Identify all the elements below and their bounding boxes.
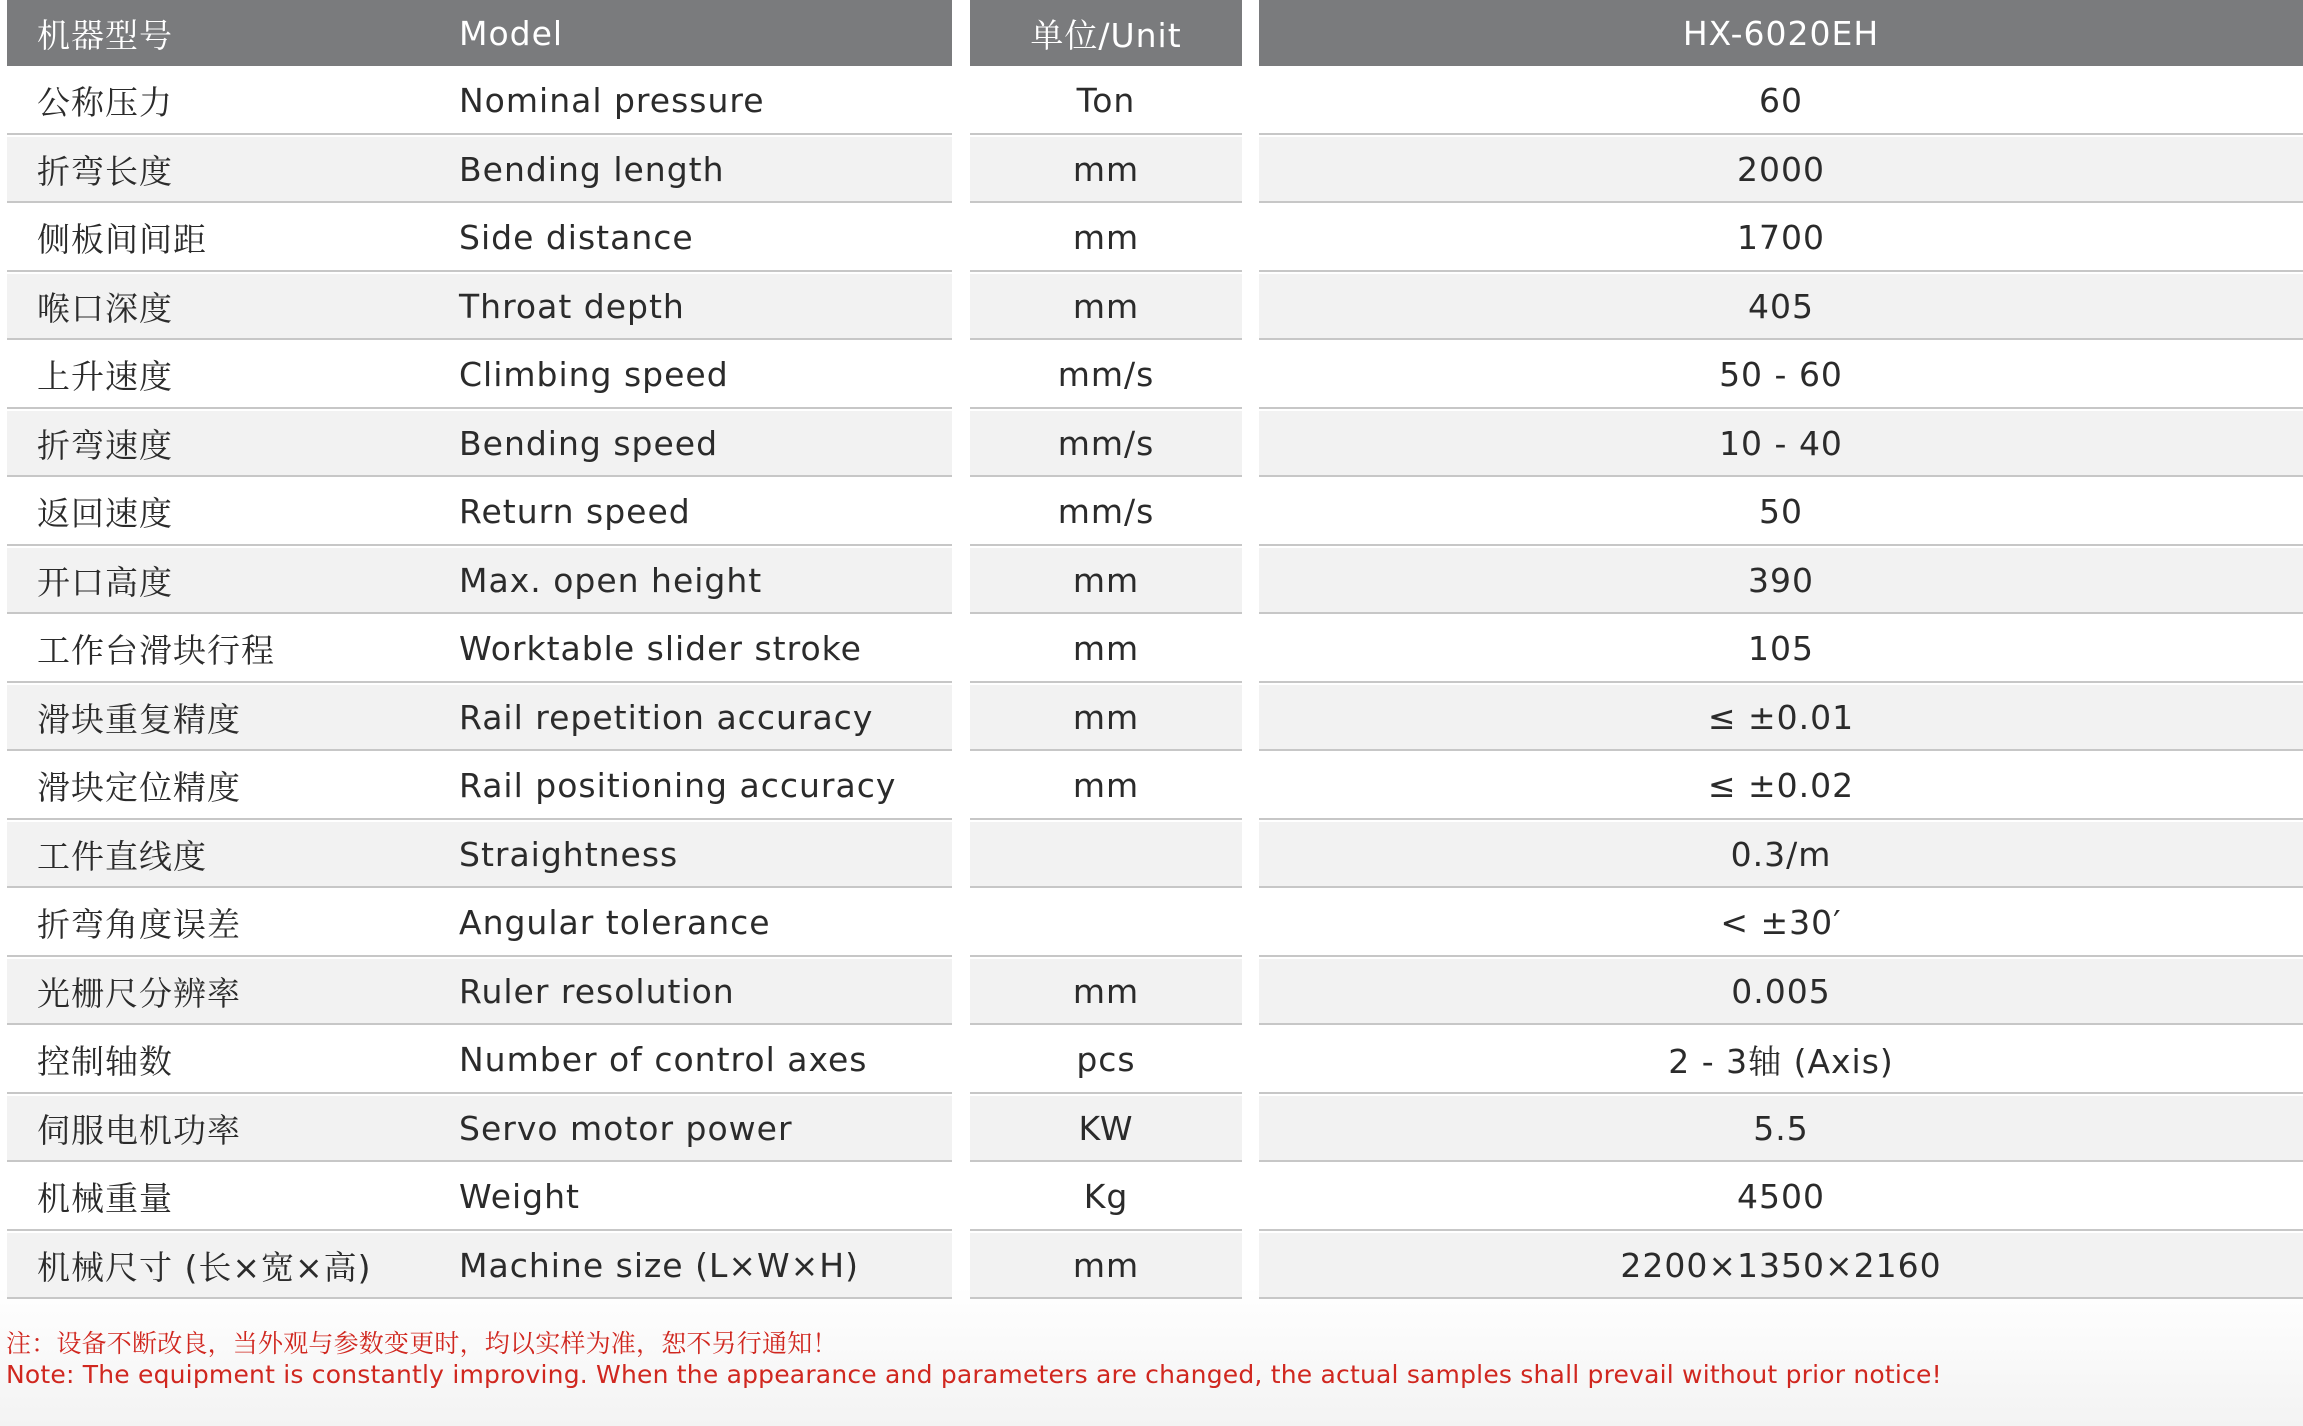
table-row [0,1165,2303,1234]
table-row [0,69,2303,138]
row-en-label: Climbing speed [430,343,952,409]
table-row [0,548,2303,617]
row-value: 405 [1259,274,2303,340]
row-cn-label: 公称压力 [7,69,430,135]
table-row [0,411,2303,480]
row-en-label: Servo motor power [430,1096,952,1162]
row-unit: pcs [970,1028,1242,1094]
row-value: 50 [1259,480,2303,546]
row-value: < ±30′ [1259,891,2303,957]
row-cn-label: 工件直线度 [7,822,430,888]
row-value: 105 [1259,617,2303,683]
row-unit: mm/s [970,480,1242,546]
table-header-row [0,0,2303,69]
row-en-label: Angular tolerance [430,891,952,957]
row-cn-label: 滑块重复精度 [7,685,430,751]
row-cn-label: 控制轴数 [7,1028,430,1094]
row-unit: mm [970,548,1242,614]
row-value: 2 - 3轴 (Axis) [1259,1028,2303,1094]
table-row [0,206,2303,275]
table-row [0,1233,2303,1302]
footnote-en: Note: The equipment is constantly improving. When the appearance and parameters are changed, the actual samples shall prevail without prior notice! [6,1360,1942,1389]
row-value: 1700 [1259,206,2303,272]
table-row [0,1096,2303,1165]
table-row [0,822,2303,891]
row-value: 390 [1259,548,2303,614]
table-row [0,891,2303,960]
table-body [0,69,2303,1302]
row-cn-label: 开口高度 [7,548,430,614]
row-en-label: Bending speed [430,411,952,477]
header-en-label: Model [430,0,952,66]
row-value: 4500 [1259,1165,2303,1231]
row-en-label: Return speed [430,480,952,546]
row-value: ≤ ±0.01 [1259,685,2303,751]
row-cn-label: 返回速度 [7,480,430,546]
row-cn-label: 光栅尺分辨率 [7,959,430,1025]
row-unit [970,822,1242,888]
row-unit: mm/s [970,343,1242,409]
header-model-label: HX-6020EH [1259,0,2303,66]
row-value: 10 - 40 [1259,411,2303,477]
row-value: 2200×1350×2160 [1259,1233,2303,1299]
table-row [0,617,2303,686]
table-row [0,274,2303,343]
row-unit: mm [970,754,1242,820]
row-unit: mm [970,1233,1242,1299]
footnote [6,1328,1942,1390]
row-cn-label: 侧板间间距 [7,206,430,272]
row-value: 50 - 60 [1259,343,2303,409]
row-en-label: Straightness [430,822,952,888]
row-cn-label: 折弯长度 [7,137,430,203]
table-row [0,137,2303,206]
row-en-label: Bending length [430,137,952,203]
row-en-label: Max. open height [430,548,952,614]
row-unit: mm [970,685,1242,751]
row-value: 5.5 [1259,1096,2303,1162]
header-unit-label: 单位/Unit [970,0,1242,66]
row-en-label: Side distance [430,206,952,272]
row-cn-label: 伺服电机功率 [7,1096,430,1162]
row-unit: mm [970,274,1242,340]
row-value: 60 [1259,69,2303,135]
row-unit: Kg [970,1165,1242,1231]
table-row [0,1028,2303,1097]
table-row [0,959,2303,1028]
row-cn-label: 喉口深度 [7,274,430,340]
table-row [0,480,2303,549]
table-row [0,685,2303,754]
row-en-label: Ruler resolution [430,959,952,1025]
row-cn-label: 机械尺寸 (长×宽×高) [7,1233,430,1299]
row-en-label: Number of control axes [430,1028,952,1094]
row-en-label: Machine size (L×W×H) [430,1233,952,1299]
row-unit: Ton [970,69,1242,135]
row-unit: mm [970,959,1242,1025]
row-value: ≤ ±0.02 [1259,754,2303,820]
row-value: 2000 [1259,137,2303,203]
row-unit: KW [970,1096,1242,1162]
row-unit [970,891,1242,957]
footnote-cn: 注：设备不断改良，当外观与参数变更时，均以实样为准，恕不另行通知！ [6,1329,838,1358]
row-en-label: Throat depth [430,274,952,340]
row-cn-label: 工作台滑块行程 [7,617,430,683]
row-en-label: Weight [430,1165,952,1231]
row-en-label: Rail repetition accuracy [430,685,952,751]
row-cn-label: 上升速度 [7,343,430,409]
row-value: 0.3/m [1259,822,2303,888]
table-row [0,754,2303,823]
row-unit: mm [970,137,1242,203]
row-cn-label: 滑块定位精度 [7,754,430,820]
table-row [0,343,2303,412]
row-unit: mm/s [970,411,1242,477]
row-cn-label: 机械重量 [7,1165,430,1231]
row-cn-label: 折弯角度误差 [7,891,430,957]
row-value: 0.005 [1259,959,2303,1025]
row-unit: mm [970,617,1242,683]
header-cn-label: 机器型号 [7,0,430,66]
row-en-label: Rail positioning accuracy [430,754,952,820]
row-cn-label: 折弯速度 [7,411,430,477]
row-en-label: Nominal pressure [430,69,952,135]
row-unit: mm [970,206,1242,272]
row-en-label: Worktable slider stroke [430,617,952,683]
